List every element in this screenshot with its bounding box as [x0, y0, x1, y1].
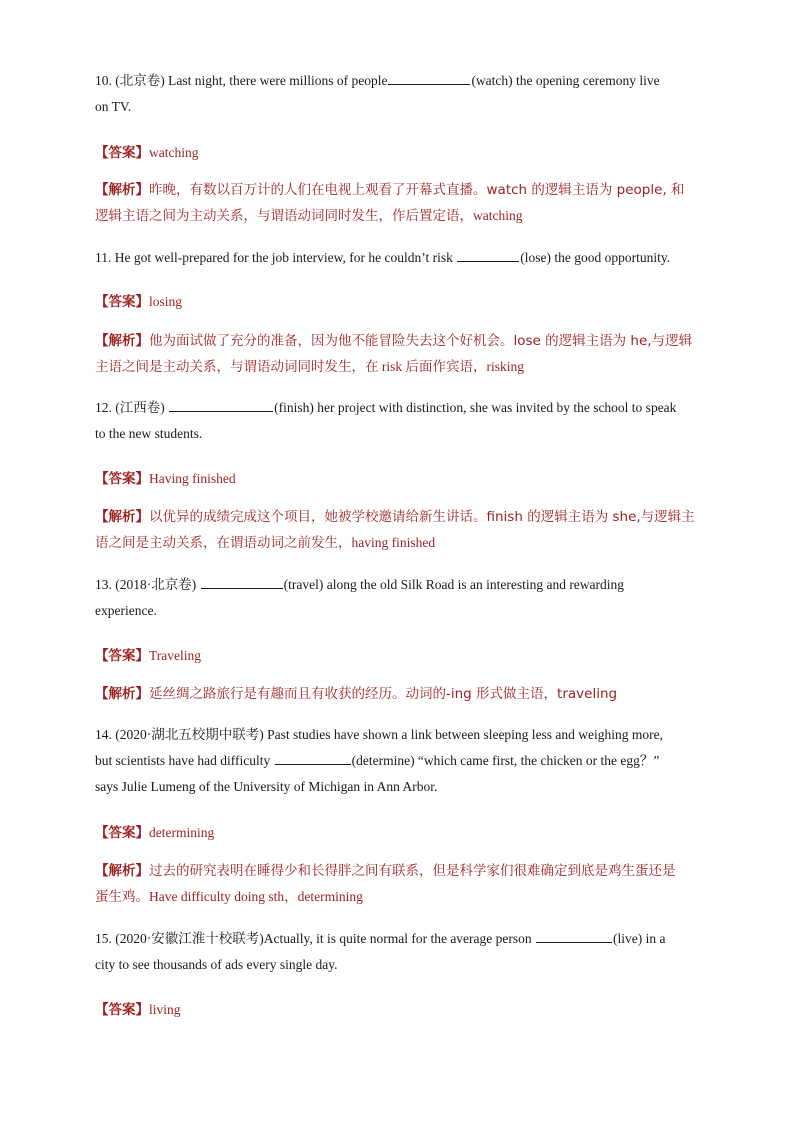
answer-line — [95, 643, 201, 669]
explanation-tag: 【解析】 — [95, 509, 149, 525]
explanation-text-line2: 主语之间是主动关系，与谓语动词同时发生，在 risk 后面作宾语，risking — [95, 359, 524, 374]
answer-blank — [536, 928, 612, 943]
answer-value: watching — [149, 145, 199, 160]
question-text: 14. (2020·湖北五校期中联考) Past studies have shown a link between sleeping less and weighing more, — [95, 727, 664, 742]
question-text: 12. (江西卷) — [95, 400, 169, 415]
answer-value: Having finished — [149, 471, 236, 486]
answer-tag: 【答案】 — [95, 471, 149, 487]
question-text: 10. (北京卷) Last night, there were millions of people — [95, 73, 388, 88]
question-text-line2: experience. — [95, 603, 157, 618]
question-text-line2: city to see thousands of ads every single day. — [95, 957, 338, 972]
question-text: (finish) her project with distinction, she was invited by the school to speak — [274, 400, 677, 415]
answer-line — [95, 997, 181, 1023]
explanation — [95, 681, 705, 707]
answer-line — [95, 466, 236, 492]
question-12 — [95, 395, 705, 447]
explanation-tag: 【解析】 — [95, 863, 149, 879]
explanation — [95, 504, 705, 556]
explanation — [95, 177, 705, 229]
answer-tag: 【答案】 — [95, 1002, 149, 1018]
question-text: 13. (2018·北京卷) — [95, 577, 200, 592]
answer-tag: 【答案】 — [95, 648, 149, 664]
explanation-text: 他为面试做了充分的准备，因为他不能冒险失去这个好机会。lose 的逻辑主语为 he,与逻辑 — [149, 333, 693, 349]
answer-blank — [201, 574, 283, 589]
answer-value: Traveling — [149, 648, 202, 663]
explanation-tag: 【解析】 — [95, 333, 149, 349]
answer-blank — [457, 247, 519, 262]
question-text: (travel) along the old Silk Road is an interesting and rewarding — [283, 577, 625, 592]
question-text: but scientists have had difficulty — [95, 753, 274, 768]
answer-value: living — [149, 1002, 181, 1017]
explanation-text-line2: 语之间是主动关系，在谓语动词之前发生，having finished — [95, 535, 436, 550]
answer-tag: 【答案】 — [95, 825, 149, 841]
question-text: (watch) the opening ceremony live — [471, 73, 660, 88]
question-text: (determine) “which came first, the chicken or the egg？” — [351, 753, 660, 768]
question-13 — [95, 572, 705, 624]
question-14 — [95, 722, 705, 800]
answer-blank — [388, 70, 470, 85]
question-text: 11. He got well-prepared for the job interview, for he couldn’t risk — [95, 250, 457, 265]
question-text-line3: says Julie Lumeng of the University of Michigan in Ann Arbor. — [95, 779, 438, 794]
explanation-text-line2: 逻辑主语之间为主动关系，与谓语动词同时发生，作后置定语，watching — [95, 208, 523, 223]
answer-line — [95, 140, 199, 166]
question-text: (live) in a — [613, 931, 666, 946]
explanation-tag: 【解析】 — [95, 686, 149, 702]
question-10 — [95, 68, 695, 120]
explanation-text-line2: 蛋生鸡。Have difficulty doing sth，determining — [95, 889, 363, 904]
explanation-text: 昨晚，有数以百万计的人们在电视上观看了开幕式直播。watch 的逻辑主语为 people, 和 — [149, 182, 685, 198]
answer-blank — [169, 397, 273, 412]
answer-tag: 【答案】 — [95, 145, 149, 161]
explanation-tag: 【解析】 — [95, 182, 149, 198]
question-15 — [95, 926, 705, 978]
answer-tag: 【答案】 — [95, 294, 149, 310]
question-text: (lose) the good opportunity. — [520, 250, 671, 265]
answer-line — [95, 289, 182, 315]
explanation-text: 延丝绸之路旅行是有趣而且有收获的经历。动词的-ing 形式做主语，traveling — [149, 686, 618, 702]
answer-value: losing — [149, 294, 183, 309]
answer-line — [95, 820, 214, 846]
explanation-text: 过去的研究表明在睡得少和长得胖之间有联系，但是科学家们很难确定到底是鸡生蛋还是 — [149, 863, 676, 879]
explanation — [95, 328, 705, 380]
question-text-line2: on TV. — [95, 99, 132, 114]
explanation — [95, 858, 705, 910]
question-text-line2: to the new students. — [95, 426, 203, 441]
question-text: 15. (2020·安徽江淮十校联考)Actually, it is quite normal for the average person — [95, 931, 536, 946]
answer-blank — [275, 750, 351, 765]
explanation-text: 以优异的成绩完成这个项目，她被学校邀请给新生讲话。finish 的逻辑主语为 she,与逻辑主 — [149, 509, 695, 525]
answer-value: determining — [149, 825, 215, 840]
question-11 — [95, 245, 705, 271]
